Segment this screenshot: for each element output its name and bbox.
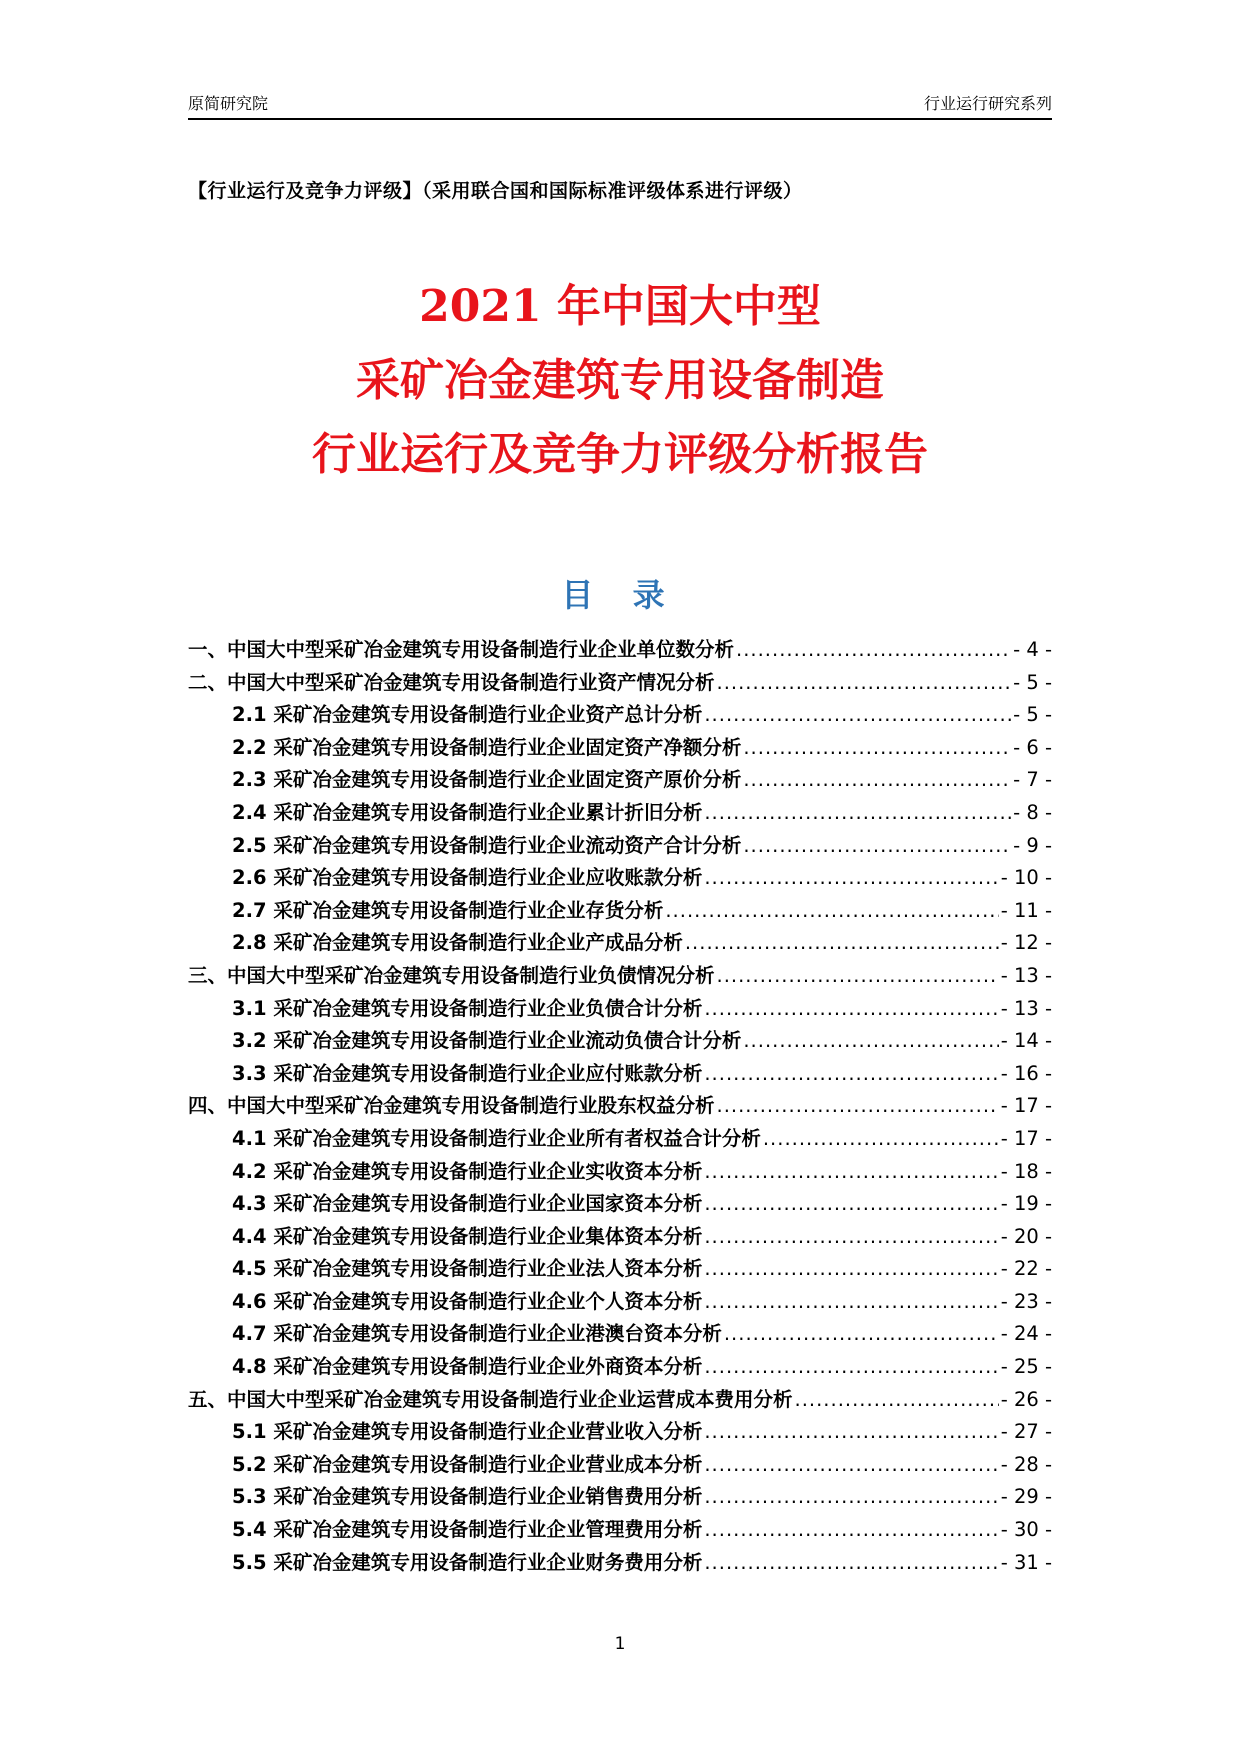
toc-entry-page: - 17 - xyxy=(1000,1126,1052,1150)
toc-leader-dots xyxy=(704,1518,998,1541)
toc-entry-page: - 25 - xyxy=(1000,1355,1052,1379)
toc-entry-label: 四、中国大中型采矿冶金建筑专用设备制造行业股东权益分析 xyxy=(188,1094,715,1118)
toc-entry-page: - 17 - xyxy=(1000,1094,1052,1118)
page-header xyxy=(188,86,1052,120)
toc-entry[interactable] xyxy=(188,830,1052,863)
toc-entry-page: - 30 - xyxy=(1000,1518,1052,1542)
toc-leader-dots xyxy=(717,1094,999,1117)
toc-entry-label: 2.2 采矿冶金建筑专用设备制造行业企业固定资产净额分析 xyxy=(232,735,742,759)
toc-entry-page: - 10 - xyxy=(1000,866,1052,890)
toc-entry-page: - 20 - xyxy=(1000,1224,1052,1248)
toc-entry[interactable] xyxy=(188,1318,1052,1351)
toc-entry-label: 4.7 采矿冶金建筑专用设备制造行业企业港澳台资本分析 xyxy=(232,1322,722,1346)
toc-entry-label: 4.4 采矿冶金建筑专用设备制造行业企业集体资本分析 xyxy=(232,1224,703,1248)
toc-entry-label: 3.3 采矿冶金建筑专用设备制造行业企业应付账款分析 xyxy=(232,1061,703,1085)
toc-entry-page: - 31 - xyxy=(1000,1550,1052,1574)
toc-leader-dots xyxy=(704,703,1011,726)
toc-entry-label: 4.6 采矿冶金建筑专用设备制造行业企业个人资本分析 xyxy=(232,1289,703,1313)
toc-entry[interactable] xyxy=(188,1156,1052,1189)
toc-entry[interactable] xyxy=(188,1384,1052,1417)
toc-entry[interactable] xyxy=(188,732,1052,765)
toc-entry-page: - 11 - xyxy=(1000,898,1052,922)
toc-leader-dots xyxy=(743,768,1011,791)
header-left: 原简研究院 xyxy=(188,94,269,113)
toc-leader-dots xyxy=(704,1551,998,1574)
toc-entry[interactable] xyxy=(188,862,1052,895)
toc-entry[interactable] xyxy=(188,1123,1052,1156)
toc-leader-dots xyxy=(743,736,1011,759)
toc-entry-page: - 5 - xyxy=(1013,703,1052,727)
toc-entry-page: - 28 - xyxy=(1000,1452,1052,1476)
toc-leader-dots xyxy=(795,1388,999,1411)
toc-entry-page: - 26 - xyxy=(1000,1387,1052,1411)
toc-entry-page: - 9 - xyxy=(1013,833,1052,857)
toc-entry-page: - 13 - xyxy=(1000,963,1052,987)
header-right: 行业运行研究系列 xyxy=(923,94,1052,113)
toc-leader-dots xyxy=(704,801,1011,824)
toc-leader-dots xyxy=(704,1257,998,1280)
toc-entry-page: - 7 - xyxy=(1013,768,1052,792)
toc-entry[interactable] xyxy=(188,1253,1052,1286)
toc-entry[interactable] xyxy=(188,1188,1052,1221)
toc-entry-label: 一、中国大中型采矿冶金建筑专用设备制造行业企业单位数分析 xyxy=(188,638,735,661)
toc-entry-page: - 16 - xyxy=(1000,1061,1052,1085)
toc-entry-label: 2.4 采矿冶金建筑专用设备制造行业企业累计折旧分析 xyxy=(232,800,703,824)
toc-entry-page: - 13 - xyxy=(1000,996,1052,1020)
toc-leader-dots xyxy=(724,1322,999,1345)
toc-entry-page: - 22 - xyxy=(1000,1257,1052,1281)
toc-leader-dots xyxy=(736,638,1011,661)
toc-entry[interactable] xyxy=(188,1025,1052,1058)
toc-leader-dots xyxy=(704,1420,998,1443)
toc-entry-label: 2.5 采矿冶金建筑专用设备制造行业企业流动资产合计分析 xyxy=(232,833,742,857)
toc-entry-label: 2.7 采矿冶金建筑专用设备制造行业企业存货分析 xyxy=(232,898,664,922)
title-line-1: 2021 年中国大中型 xyxy=(419,281,821,332)
toc-entry[interactable] xyxy=(188,895,1052,928)
toc-entry[interactable] xyxy=(188,927,1052,960)
table-of-contents xyxy=(188,634,1052,1579)
toc-entry-label: 3.2 采矿冶金建筑专用设备制造行业企业流动负债合计分析 xyxy=(232,1029,742,1053)
toc-leader-dots xyxy=(704,1290,998,1313)
toc-entry[interactable] xyxy=(188,1449,1052,1482)
toc-entry-page: - 29 - xyxy=(1000,1485,1052,1509)
toc-entry-page: - 12 - xyxy=(1000,931,1052,955)
toc-leader-dots xyxy=(704,1453,998,1476)
toc-entry-label: 4.8 采矿冶金建筑专用设备制造行业企业外商资本分析 xyxy=(232,1355,703,1379)
toc-entry-label: 4.5 采矿冶金建筑专用设备制造行业企业法人资本分析 xyxy=(232,1257,703,1281)
toc-leader-dots xyxy=(743,834,1011,857)
toc-entry-page: - 5 - xyxy=(1013,670,1052,694)
toc-entry-page: - 27 - xyxy=(1000,1420,1052,1444)
toc-entry-label: 三、中国大中型采矿冶金建筑专用设备制造行业负债情况分析 xyxy=(188,963,715,987)
toc-entry-label: 5.1 采矿冶金建筑专用设备制造行业企业营业收入分析 xyxy=(232,1420,703,1444)
toc-entry-page: - 8 - xyxy=(1013,800,1052,824)
toc-entry-label: 5.4 采矿冶金建筑专用设备制造行业企业管理费用分析 xyxy=(232,1518,703,1542)
report-title xyxy=(0,270,1240,492)
toc-entry-label: 2.6 采矿冶金建筑专用设备制造行业企业应收账款分析 xyxy=(232,866,703,890)
toc-entry[interactable] xyxy=(188,667,1052,700)
toc-entry[interactable] xyxy=(188,1090,1052,1123)
toc-heading: 目 录 xyxy=(561,576,679,614)
toc-entry[interactable] xyxy=(188,1547,1052,1580)
toc-entry-label: 2.3 采矿冶金建筑专用设备制造行业企业固定资产原价分析 xyxy=(232,768,742,792)
toc-entry-label: 五、中国大中型采矿冶金建筑专用设备制造行业企业运营成本费用分析 xyxy=(188,1387,793,1411)
toc-entry[interactable] xyxy=(188,699,1052,732)
toc-entry[interactable] xyxy=(188,1416,1052,1449)
toc-entry-label: 2.8 采矿冶金建筑专用设备制造行业企业产成品分析 xyxy=(232,931,683,955)
toc-leader-dots xyxy=(685,931,999,954)
toc-entry-page: - 19 - xyxy=(1000,1192,1052,1216)
toc-entry[interactable] xyxy=(188,960,1052,993)
toc-entry[interactable] xyxy=(188,1058,1052,1091)
toc-entry-label: 5.5 采矿冶金建筑专用设备制造行业企业财务费用分析 xyxy=(232,1550,703,1574)
toc-entry[interactable] xyxy=(188,1286,1052,1319)
toc-entry[interactable] xyxy=(188,1481,1052,1514)
toc-entry[interactable] xyxy=(188,634,1052,667)
toc-entry-label: 5.2 采矿冶金建筑专用设备制造行业企业营业成本分析 xyxy=(232,1452,703,1476)
toc-leader-dots xyxy=(704,1192,998,1215)
toc-leader-dots xyxy=(704,1485,998,1508)
toc-entry-label: 二、中国大中型采矿冶金建筑专用设备制造行业资产情况分析 xyxy=(188,670,715,694)
toc-entry-label: 2.1 采矿冶金建筑专用设备制造行业企业资产总计分析 xyxy=(232,703,703,727)
toc-entry-page: - 4 - xyxy=(1013,638,1052,661)
toc-entry-page: - 18 - xyxy=(1000,1159,1052,1183)
toc-entry-page: - 14 - xyxy=(1000,1029,1052,1053)
toc-leader-dots xyxy=(704,1160,998,1183)
toc-leader-dots xyxy=(704,1062,998,1085)
toc-entry[interactable] xyxy=(188,993,1052,1026)
toc-entry[interactable] xyxy=(188,797,1052,830)
toc-entry-label: 4.3 采矿冶金建筑专用设备制造行业企业国家资本分析 xyxy=(232,1192,703,1216)
toc-leader-dots xyxy=(717,671,1012,694)
toc-leader-dots xyxy=(704,866,998,889)
toc-leader-dots xyxy=(704,1355,998,1378)
toc-entry-label: 4.1 采矿冶金建筑专用设备制造行业企业所有者权益合计分析 xyxy=(232,1126,761,1150)
toc-entry[interactable] xyxy=(188,1221,1052,1254)
toc-entry-page: - 24 - xyxy=(1000,1322,1052,1346)
toc-entry-page: - 6 - xyxy=(1013,735,1052,759)
toc-leader-dots xyxy=(704,1225,998,1248)
toc-entry-label: 3.1 采矿冶金建筑专用设备制造行业企业负债合计分析 xyxy=(232,996,703,1020)
toc-leader-dots xyxy=(743,1029,998,1052)
toc-entry-label: 5.3 采矿冶金建筑专用设备制造行业企业销售费用分析 xyxy=(232,1485,703,1509)
toc-leader-dots xyxy=(704,997,998,1020)
title-line-3: 行业运行及竞争力评级分析报告 xyxy=(312,429,928,480)
page-number: 1 xyxy=(614,1634,626,1654)
toc-entry-label: 4.2 采矿冶金建筑专用设备制造行业企业实收资本分析 xyxy=(232,1159,703,1183)
toc-entry[interactable] xyxy=(188,1351,1052,1384)
tagline: 【行业运行及竞争力评级】（采用联合国和国际标准评级体系进行评级） xyxy=(188,180,803,202)
toc-leader-dots xyxy=(763,1127,999,1150)
toc-entry[interactable] xyxy=(188,764,1052,797)
toc-entry-page: - 23 - xyxy=(1000,1289,1052,1313)
title-line-2: 采矿冶金建筑专用设备制造 xyxy=(356,355,884,406)
toc-entry[interactable] xyxy=(188,1514,1052,1547)
toc-leader-dots xyxy=(717,964,999,987)
toc-leader-dots xyxy=(665,899,998,922)
